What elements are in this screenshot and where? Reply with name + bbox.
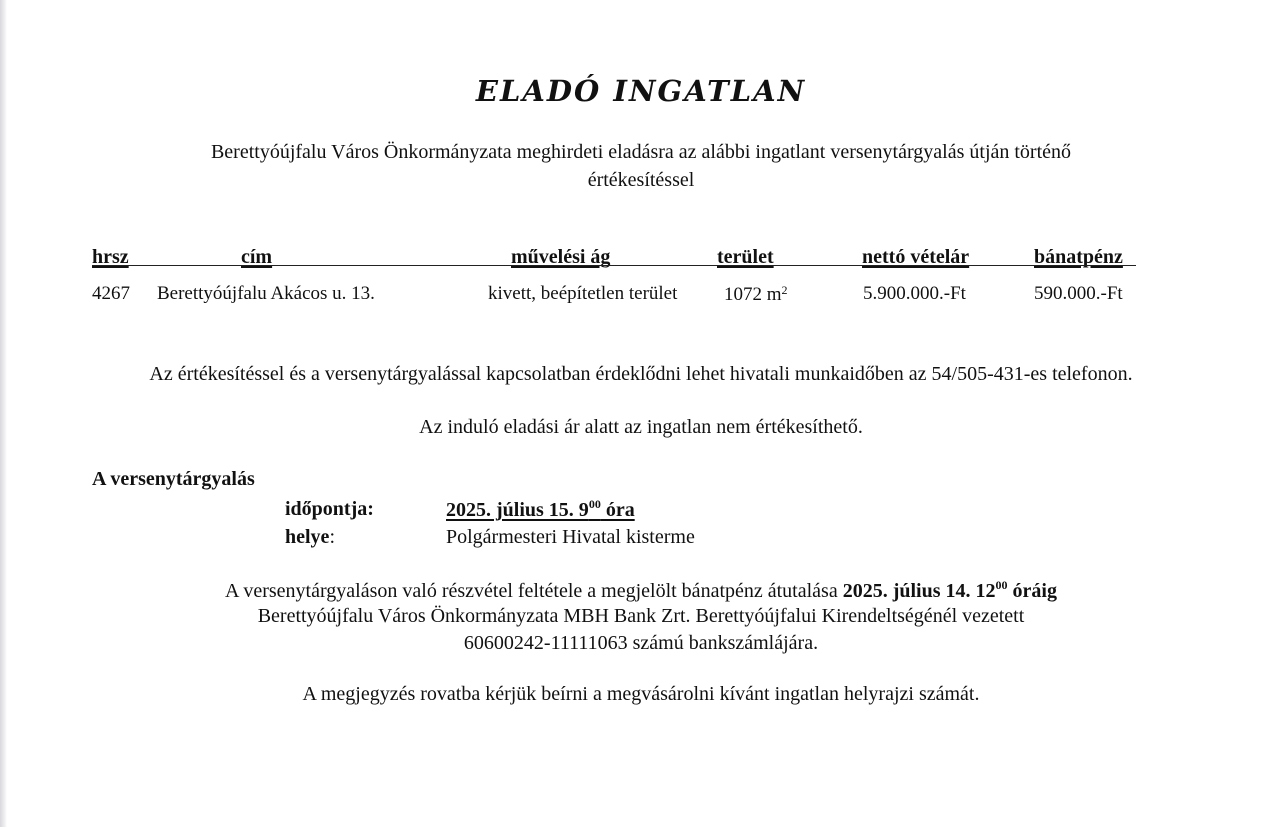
participation-line-3: 60600242-11111063 számú bankszámlájára. [463,632,819,654]
cell-terulet [724,283,788,306]
participation-line-2: Berettyóújfalu Város Önkormányzata MBH Bank Zrt. Berettyóújfalui Kirendeltségénél vezetett [257,605,1025,627]
document-title: ELADÓ INGATLAN [475,74,807,108]
cell-terulet-exponent: 2 [781,283,788,297]
cell-hrsz: 4267 [92,283,130,304]
header-hrsz: hrsz [92,246,129,268]
min-price-text: Az induló eladási ár alatt az ingatlan nem értékesíthető. [419,416,863,438]
participation-line-1 [0,578,1266,603]
auction-time-date: 2025. július 15. 9 [446,499,589,521]
auction-heading: A versenytárgyalás [92,468,255,490]
auction-place-colon: : [329,526,335,548]
participation-deadline-minutes: 00 [995,578,1008,592]
intro-line-1: Berettyóújfalu Város Önkormányzata meghirdeti eladásra az alábbi ingatlant versenytárgyalás útján történő [210,141,1072,163]
auction-time-minutes: 00 [588,497,601,511]
auction-place-label-text: helye [285,526,330,548]
auction-time-suffix: óra [600,499,635,521]
participation-deadline-suffix: óráig [1007,580,1057,602]
intro-line-2: értékesítéssel [587,169,695,191]
cell-muvelesi-ag: kivett, beépítetlen terület [488,283,678,304]
note-text: A megjegyzés rovatba kérjük beírni a megvásárolni kívánt ingatlan helyrajzi számát. [302,683,980,705]
contact-text: Az értékesítéssel és a versenytárgyalással kapcsolatban érdeklődni lehet hivatali munkaidőben az 54/505-431-es telefonon. [149,363,1133,385]
auction-time-value [446,497,635,522]
header-terulet: terület [717,246,774,268]
header-muvelesi-ag: művelési ág [511,246,611,268]
table-header-rule [92,265,1136,266]
header-cim: cím [241,246,273,268]
header-banatpenz: bánatpénz [1034,246,1123,268]
auction-time-label: időpontja: [285,498,374,520]
auction-place-value: Polgármesteri Hivatal kisterme [446,526,695,548]
cell-netto-vetelar: 5.900.000.-Ft [863,283,966,304]
cell-banatpenz: 590.000.-Ft [1034,283,1123,304]
header-netto-vetelar: nettó vételár [862,246,970,268]
participation-deadline [843,580,1057,602]
participation-deadline-date: 2025. július 14. 12 [842,580,996,602]
auction-place-label [285,526,335,549]
cell-terulet-value: 1072 m [724,284,782,305]
cell-cim: Berettyóújfalu Akácos u. 13. [157,283,375,304]
participation-text: A versenytárgyaláson való részvétel feltétele a megjelölt bánatpénz átutalása [225,580,843,602]
